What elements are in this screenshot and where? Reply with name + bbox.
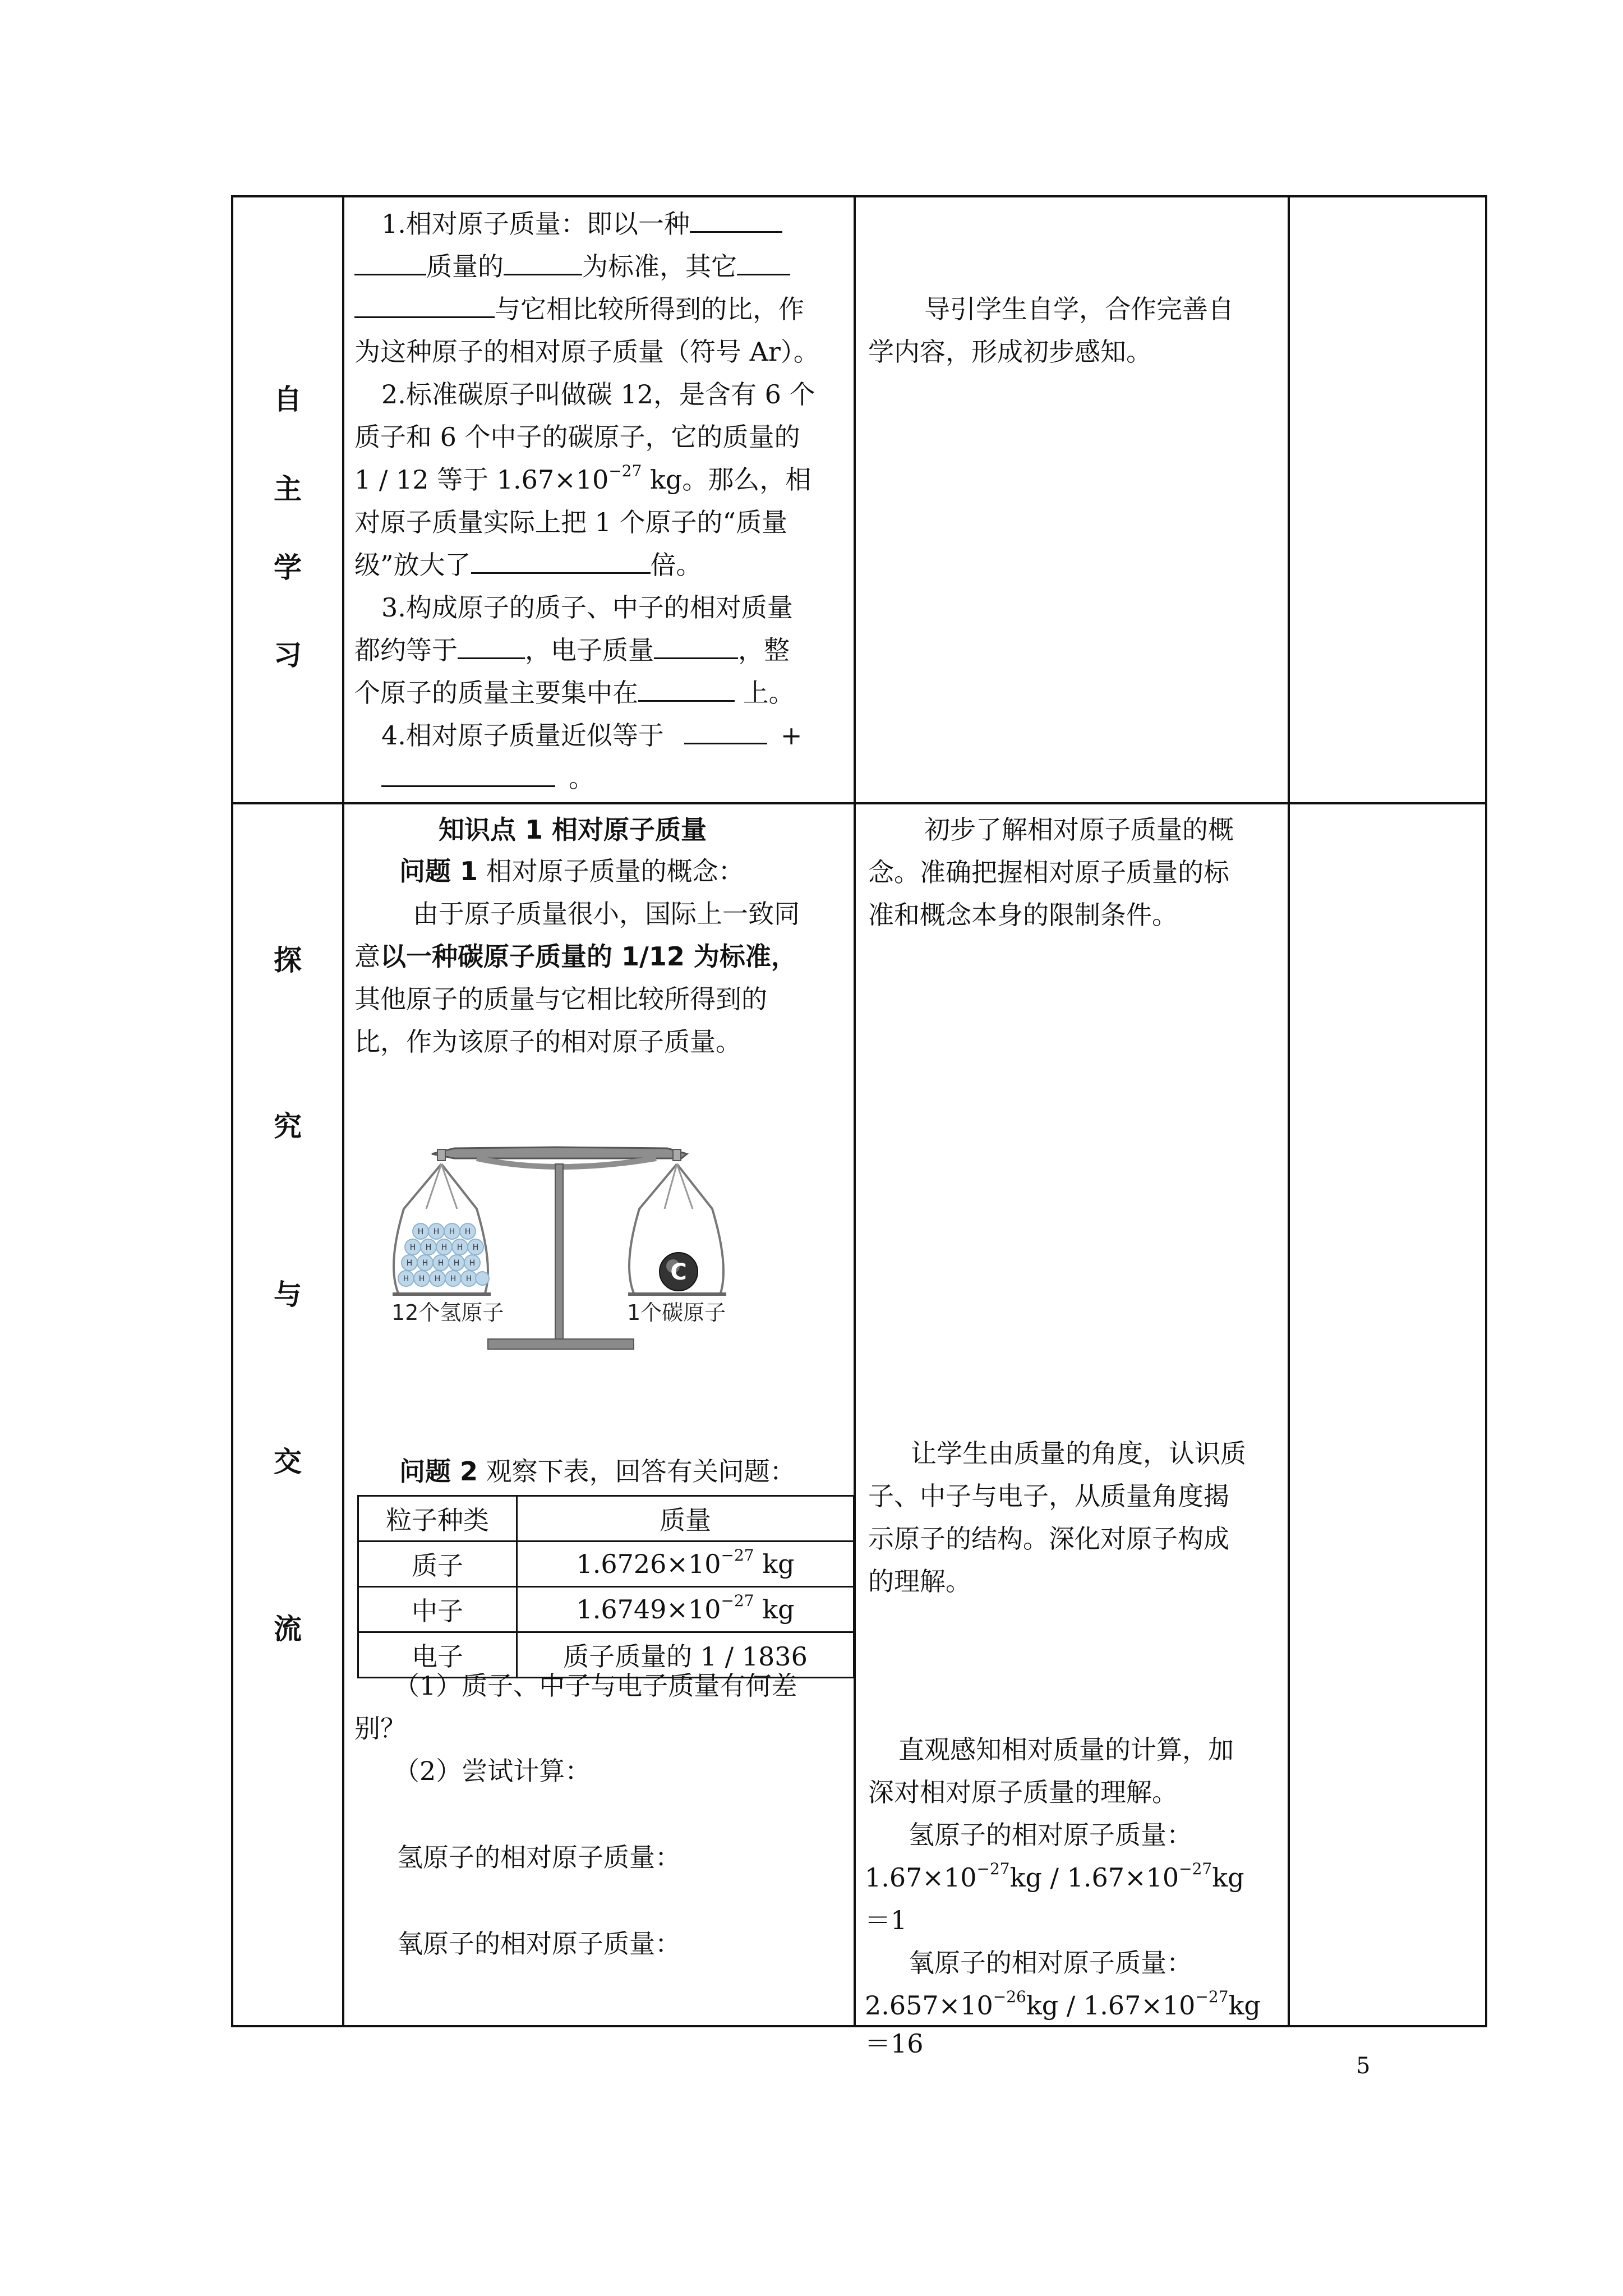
intent3-line: 直观感知相对质量的计算，加 xyxy=(898,1734,1234,1765)
item2-text-e2: 倍。 xyxy=(650,550,702,580)
intent1-line: 初步了解相对原子质量的概 xyxy=(924,815,1234,845)
section-label-char: 主 xyxy=(274,473,302,505)
scale-pillar xyxy=(555,1164,563,1339)
item2-text-e1: 级”放大了 xyxy=(354,550,471,580)
svg-text:H: H xyxy=(406,1259,413,1268)
item4-text-a1: 4.相对原子质量近似等于 xyxy=(381,720,664,751)
section-label-char: 自 xyxy=(274,383,302,416)
item1-line3 xyxy=(354,287,804,331)
question1 xyxy=(399,849,744,893)
svg-text:H: H xyxy=(403,1274,409,1283)
svg-text:H: H xyxy=(472,1243,479,1252)
left-hook xyxy=(437,1149,445,1161)
guide-line: 导引学生自学，合作完善自 xyxy=(924,294,1234,324)
table-bottom-border xyxy=(231,2025,1487,2027)
oxygen-calc-prompt: 氧原子的相对原子质量： xyxy=(397,1929,681,1959)
intent1-line: 准和概念本身的限制条件。 xyxy=(868,900,1178,930)
item2-text-c2: kg。那么，相 xyxy=(642,464,811,495)
item3-text-b2: ，电子质量 xyxy=(525,635,654,665)
blank xyxy=(684,720,767,744)
scale-beam-arc xyxy=(477,1158,656,1167)
section-label-char: 与 xyxy=(274,1278,302,1311)
definition-text: 意 xyxy=(354,941,380,972)
table-row-divider xyxy=(231,802,1487,804)
table-right-border xyxy=(1485,195,1487,2027)
svg-text:H: H xyxy=(465,1274,472,1283)
svg-text:H: H xyxy=(422,1259,428,1268)
intent2-line: 让学生由质量的角度，认识质 xyxy=(911,1438,1246,1469)
page-number: 5 xyxy=(1356,2053,1371,2079)
table-cell: 质子 xyxy=(358,1542,517,1587)
table-header: 粒子种类 xyxy=(358,1496,517,1542)
intent2-line: 子、中子与电子，从质量角度揭 xyxy=(868,1481,1229,1511)
item3-text-c1: 个原子的质量主要集中在 xyxy=(354,678,638,708)
question2 xyxy=(399,1450,796,1493)
right-pan-inner xyxy=(665,1164,693,1209)
item3-text-c2: 上。 xyxy=(735,678,795,708)
question2-text: 观察下表，回答有关问题： xyxy=(478,1456,796,1487)
item3-line1: 3.构成原子的质子、中子的相对质量 xyxy=(381,592,793,623)
oxygen-answer-label: 氧原子的相对原子质量： xyxy=(909,1948,1192,1978)
blank xyxy=(654,635,738,659)
table-cell: 质子质量的 1 / 1836 xyxy=(517,1632,854,1678)
oxygen-answer-formula: $2.657\times 10^{-26}kg / 1.67\times 10^{-27}kg$ xyxy=(865,1987,1261,2021)
item1-text-b: 质量的 xyxy=(426,251,504,282)
table-col-divider-3 xyxy=(1288,195,1290,2027)
definition-emphasis: 以一种碳原子质量的 1/12 为标准， xyxy=(380,941,797,972)
item1-text-d: 与它相比较所得到的比，作 xyxy=(495,294,804,324)
table-col-divider-1 xyxy=(342,195,344,2027)
item4-text-b: 。 xyxy=(569,763,594,793)
subquestion-2: （2）尝试计算： xyxy=(394,1756,591,1786)
balance-scale-figure xyxy=(387,1142,746,1377)
item3-text-b3: ，整 xyxy=(738,635,790,665)
item4-text-a2: + xyxy=(780,720,803,751)
exponent: −27 xyxy=(608,462,642,480)
subquestion-1-cont: 别？ xyxy=(354,1713,406,1743)
item4-line1 xyxy=(381,714,802,757)
svg-text:H: H xyxy=(450,1274,457,1283)
svg-text:H: H xyxy=(457,1243,463,1252)
item1-text-c: 为标准，其它 xyxy=(582,251,737,282)
definition-line: 比，作为该原子的相对原子质量。 xyxy=(354,1027,741,1057)
item3-line2 xyxy=(354,628,790,672)
item3-text-b1: 都约等于 xyxy=(354,635,458,665)
item1-text-a: 1.相对原子质量：即以一种 xyxy=(381,209,690,239)
table-cell: 电子 xyxy=(358,1632,517,1678)
blank xyxy=(471,550,651,574)
carbon-label: C xyxy=(670,1259,687,1285)
scale-right-label: 1个碳原子 xyxy=(627,1300,726,1325)
svg-text:H: H xyxy=(418,1274,425,1283)
table-top-border xyxy=(231,195,1487,197)
table-cell: 中子 xyxy=(358,1587,517,1632)
svg-text:H: H xyxy=(449,1227,455,1236)
svg-text:H: H xyxy=(441,1243,448,1252)
item1-line4: 为这种原子的相对原子质量（符号 Ar）。 xyxy=(354,337,819,367)
scale-base xyxy=(488,1339,634,1349)
intent2-line: 示原子的结构。深化对原子构成 xyxy=(868,1524,1229,1554)
blank xyxy=(737,251,790,275)
table-left-border xyxy=(231,195,233,2027)
blank xyxy=(458,635,525,659)
svg-text:H: H xyxy=(433,1227,440,1236)
blank xyxy=(354,294,495,318)
table-header-row xyxy=(358,1496,854,1542)
section-label-char: 流 xyxy=(274,1613,302,1645)
section-label-char: 习 xyxy=(274,639,302,671)
section-label-char: 探 xyxy=(274,944,302,977)
question1-label: 问题 1 xyxy=(399,856,478,886)
right-hook xyxy=(673,1149,681,1161)
blank xyxy=(504,251,582,275)
svg-text:H: H xyxy=(425,1243,432,1252)
question2-label: 问题 2 xyxy=(399,1456,478,1487)
svg-text:H: H xyxy=(453,1259,460,1268)
item2-line5 xyxy=(354,543,702,587)
definition-line: 其他原子的质量与它相比较所得到的 xyxy=(354,984,767,1014)
guide-line: 学内容，形成初步感知。 xyxy=(868,337,1152,367)
hydrogen-atoms xyxy=(398,1223,489,1286)
item2-line3 xyxy=(354,458,811,501)
svg-text:H: H xyxy=(409,1243,416,1252)
hydrogen-answer-formula: $1.67\times 10^{-27}kg / 1.67\times 10^{-27}kg$ xyxy=(865,1860,1244,1893)
intent1-line: 念。准确把握相对原子质量的标 xyxy=(868,857,1229,887)
item1-line1 xyxy=(381,202,782,246)
knowledge-point-title: 知识点 1 相对原子质量 xyxy=(439,815,707,845)
scale-beam xyxy=(432,1147,687,1158)
left-pan-inner xyxy=(426,1164,457,1209)
intent2-line: 的理解。 xyxy=(868,1566,971,1596)
svg-text:H: H xyxy=(417,1227,424,1236)
section-label-char: 学 xyxy=(274,551,302,584)
table-cell: $1.6726\times 10^{-27}$ kg xyxy=(517,1542,854,1587)
svg-text:H: H xyxy=(469,1259,476,1268)
svg-text:H: H xyxy=(434,1274,441,1283)
hydrogen-answer-label: 氢原子的相对原子质量： xyxy=(909,1820,1192,1850)
hydrogen-answer-result: ＝1 xyxy=(865,1905,907,1935)
table-col-divider-2 xyxy=(854,195,856,2027)
table-row xyxy=(358,1542,854,1587)
blank xyxy=(381,763,555,787)
svg-text:H: H xyxy=(464,1227,471,1236)
definition-line: 由于原子质量很小，国际上一致同 xyxy=(413,899,800,929)
intent3-line: 深对相对原子质量的理解。 xyxy=(868,1777,1178,1807)
section-label-char: 究 xyxy=(274,1110,302,1143)
blank xyxy=(354,251,426,275)
item2-text-c1: 1 / 12 等于 1.67×10 xyxy=(354,464,609,495)
table-cell: $1.6749\times 10^{-27}$ kg xyxy=(517,1587,854,1632)
svg-text:H: H xyxy=(437,1259,444,1268)
item1-line2 xyxy=(354,245,790,288)
item2-line2: 质子和 6 个中子的碳原子，它的质量的 xyxy=(354,422,800,452)
hydrogen-calc-prompt: 氢原子的相对原子质量： xyxy=(397,1842,681,1872)
definition-line xyxy=(354,935,797,978)
table-row xyxy=(358,1587,854,1632)
item4-line2 xyxy=(381,756,594,800)
blank xyxy=(638,678,735,702)
particle-mass-table xyxy=(357,1495,855,1678)
section-label-char: 交 xyxy=(274,1446,302,1478)
question1-text: 相对原子质量的概念： xyxy=(478,856,744,886)
blank xyxy=(690,209,782,233)
table-header: 质量 xyxy=(517,1496,854,1542)
item2-line4: 对原子质量实际上把 1 个原子的“质量 xyxy=(354,507,788,537)
item2-line1: 2.标准碳原子叫做碳 12，是含有 6 个 xyxy=(381,379,815,409)
subquestion-1: （1）质子、中子与电子质量有何差 xyxy=(394,1671,797,1701)
item3-line3 xyxy=(354,671,795,715)
oxygen-answer-result: ＝16 xyxy=(865,2028,924,2059)
scale-left-label: 12个氢原子 xyxy=(391,1300,504,1325)
